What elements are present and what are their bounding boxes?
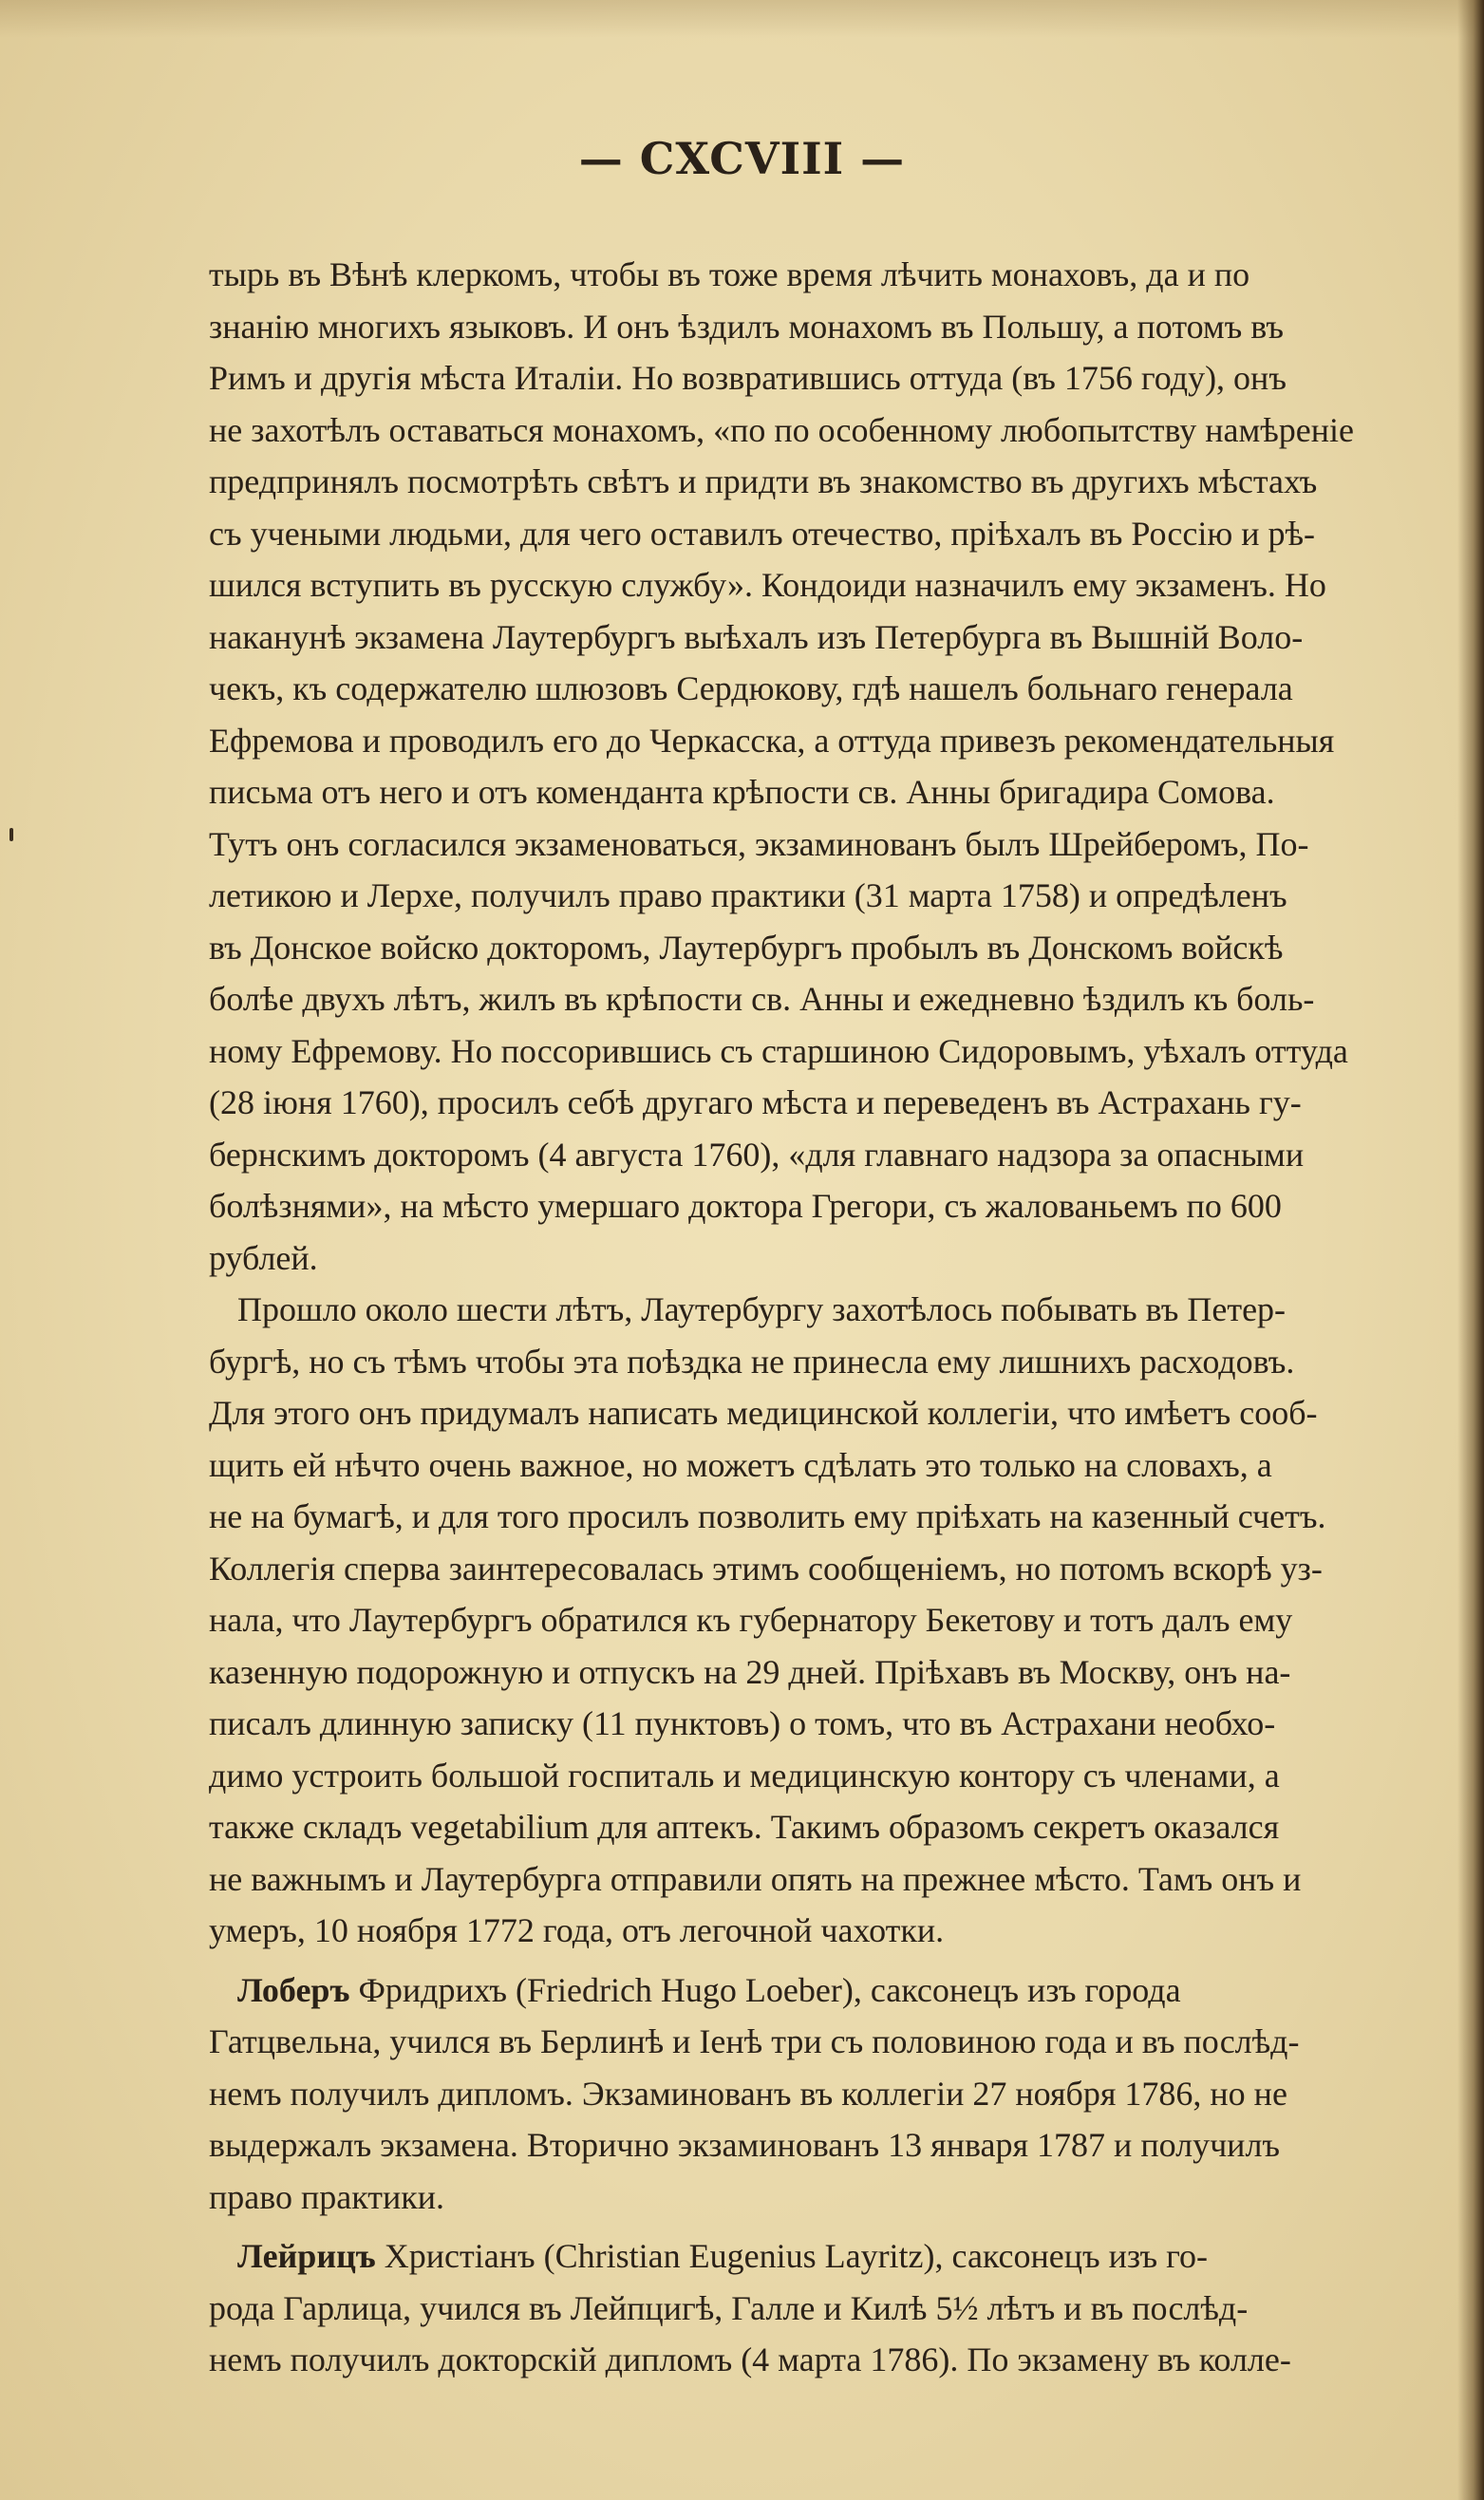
text-line: (28 іюня 1760), просилъ себѣ другаго мѣста и переведенъ въ Астрахань гу- — [209, 1083, 1302, 1121]
entry-name: Лоберъ — [237, 1970, 350, 2009]
text-line: шился вступить въ русскую службу». Кондоиди назначилъ ему экзаменъ. Но — [209, 566, 1326, 604]
text-line: не захотѣлъ оставаться монахомъ, «по по особенному любопытству намѣреніе — [209, 410, 1355, 449]
entry-lead-line — [209, 2230, 1413, 2283]
text-line: предпринялъ посмотрѣть свѣтъ и придти въ знакомство въ другихъ мѣстахъ — [209, 462, 1318, 500]
text-line: болѣзнями», на мѣсто умершаго доктора Грегори, съ жалованьемъ по 600 — [209, 1187, 1282, 1225]
text-line: болѣе двухъ лѣтъ, жилъ въ крѣпости св. Анны и ежедневно ѣздилъ къ боль- — [209, 980, 1315, 1018]
text-line: щить ей нѣчто очень важное, но можетъ сдѣлать это только на словахъ, а — [209, 1445, 1272, 1484]
text-line: немъ получилъ дипломъ. Экзаминованъ въ коллегіи 27 ноября 1786, но не — [209, 2074, 1287, 2113]
text-line: немъ получилъ докторскій дипломъ (4 марта 1786). По экзамену въ колле- — [209, 2340, 1291, 2378]
text-line: казенную подорожную и отпускъ на 29 дней. Пріѣхавъ въ Москву, онъ на- — [209, 1652, 1291, 1691]
entry-lead-text: Христіанъ (Christian Eugenius Layritz), саксонецъ изъ го- — [375, 2237, 1208, 2275]
text-line: Коллегія сперва заинтересовалась этимъ сообщеніемъ, но потомъ вскорѣ уз- — [209, 1549, 1323, 1588]
text-line: ному Ефремову. Но поссорившись съ старшиною Сидоровымъ, уѣхалъ оттуда — [209, 1031, 1348, 1070]
text-line: не важнымъ и Лаутербурга отправили опять на прежнее мѣсто. Тамъ онъ и — [209, 1859, 1302, 1898]
text-line: рода Гарлица, учился въ Лейпцигѣ, Галле и Килѣ 5½ лѣтъ и въ послѣд- — [209, 2288, 1249, 2327]
text-line: нала, что Лаутербургъ обратился къ губернатору Бекетову и тотъ далъ ему — [209, 1601, 1293, 1639]
entry-lead-line — [209, 1964, 1413, 2017]
text-line: Тутъ онъ согласился экзаменоваться, экзаминованъ былъ Шрейберомъ, По- — [209, 824, 1309, 863]
paragraph-layritz — [209, 2230, 1413, 2386]
text-line: въ Донское войско докторомъ, Лаутербургъ пробылъ въ Донскомъ войскѣ — [209, 928, 1284, 967]
text-line: тырь въ Вѣнѣ клеркомъ, чтобы въ тоже время лѣчить монаховъ, да и по — [209, 255, 1250, 293]
text-line: наканунѣ экзамена Лаутербургъ выѣхалъ изъ Петербурга въ Вышній Воло- — [209, 617, 1304, 656]
text-line: письма отъ него и отъ коменданта крѣпости св. Анны бригадира Сомова. — [209, 773, 1275, 811]
text-line: Для этого онъ придумалъ написать медицинской коллегіи, что имѣетъ сооб- — [209, 1394, 1318, 1432]
body-text — [209, 249, 1413, 2386]
margin-speck — [9, 828, 13, 841]
text-line: знанію многихъ языковъ. И онъ ѣздилъ монахомъ въ Польшу, а потомъ въ — [209, 307, 1285, 346]
text-line: Ефремова и проводилъ его до Черкасска, а оттуда привезъ рекомендательныя — [209, 721, 1335, 760]
text-line: выдержалъ экзамена. Вторично экзаминованъ 13 января 1787 и получилъ — [209, 2126, 1281, 2164]
text-line: умеръ, 10 ноября 1772 года, отъ легочной чахотки. — [209, 1911, 945, 1949]
paragraph-loeber — [209, 1964, 1413, 2224]
binding-shadow — [1457, 0, 1484, 2500]
page-top-shading — [0, 0, 1484, 38]
paragraph-lauterburg-1 — [209, 249, 1413, 1284]
text-line: рублей. — [209, 1238, 318, 1277]
text-line: бургѣ, но съ тѣмъ чтобы эта поѣздка не принесла ему лишнихъ расходовъ. — [209, 1342, 1295, 1381]
entry-lead-text: Фридрихъ (Friedrich Hugo Loeber), саксонецъ изъ города — [349, 1970, 1181, 2009]
text-line: Римъ и другія мѣста Италіи. Но возвратившись оттуда (въ 1756 году), онъ — [209, 359, 1287, 397]
page-number-header: — CXCVIII — — [578, 133, 906, 184]
text-line: право практики. — [209, 2177, 445, 2216]
text-line: чекъ, къ содержателю шлюзовъ Сердюкову, гдѣ нашелъ больнаго генерала — [209, 669, 1293, 707]
text-line: писалъ длинную записку (11 пунктовъ) о томъ, что въ Астрахани необхо- — [209, 1704, 1276, 1742]
text-line: не на бумагѣ, и для того просилъ позволить ему пріѣхать на казенный счетъ. — [209, 1497, 1326, 1535]
text-line: съ учеными людьми, для чего оставилъ отечество, пріѣхалъ въ Россію и рѣ- — [209, 514, 1316, 553]
text-line: также складъ vegetabilium для аптекъ. Такимъ образомъ секретъ оказался — [209, 1808, 1280, 1846]
text-line: летикою и Лерхе, получилъ право практики (31 марта 1758) и опредѣленъ — [209, 876, 1287, 914]
paragraph-lauterburg-2 — [209, 1284, 1413, 1957]
entry-name: Лейрицъ — [237, 2237, 376, 2275]
text-line: димо устроить большой госпиталь и медицинскую контору съ членами, а — [209, 1756, 1280, 1795]
text-line: Гатцвельна, учился въ Берлинѣ и Іенѣ три съ половиною года и въ послѣд- — [209, 2022, 1300, 2060]
text-line: бернскимъ докторомъ (4 августа 1760), «для главнаго надзора за опасными — [209, 1135, 1305, 1174]
text-line: Прошло около шести лѣтъ, Лаутербургу захотѣлось побывать въ Петер- — [237, 1290, 1287, 1328]
